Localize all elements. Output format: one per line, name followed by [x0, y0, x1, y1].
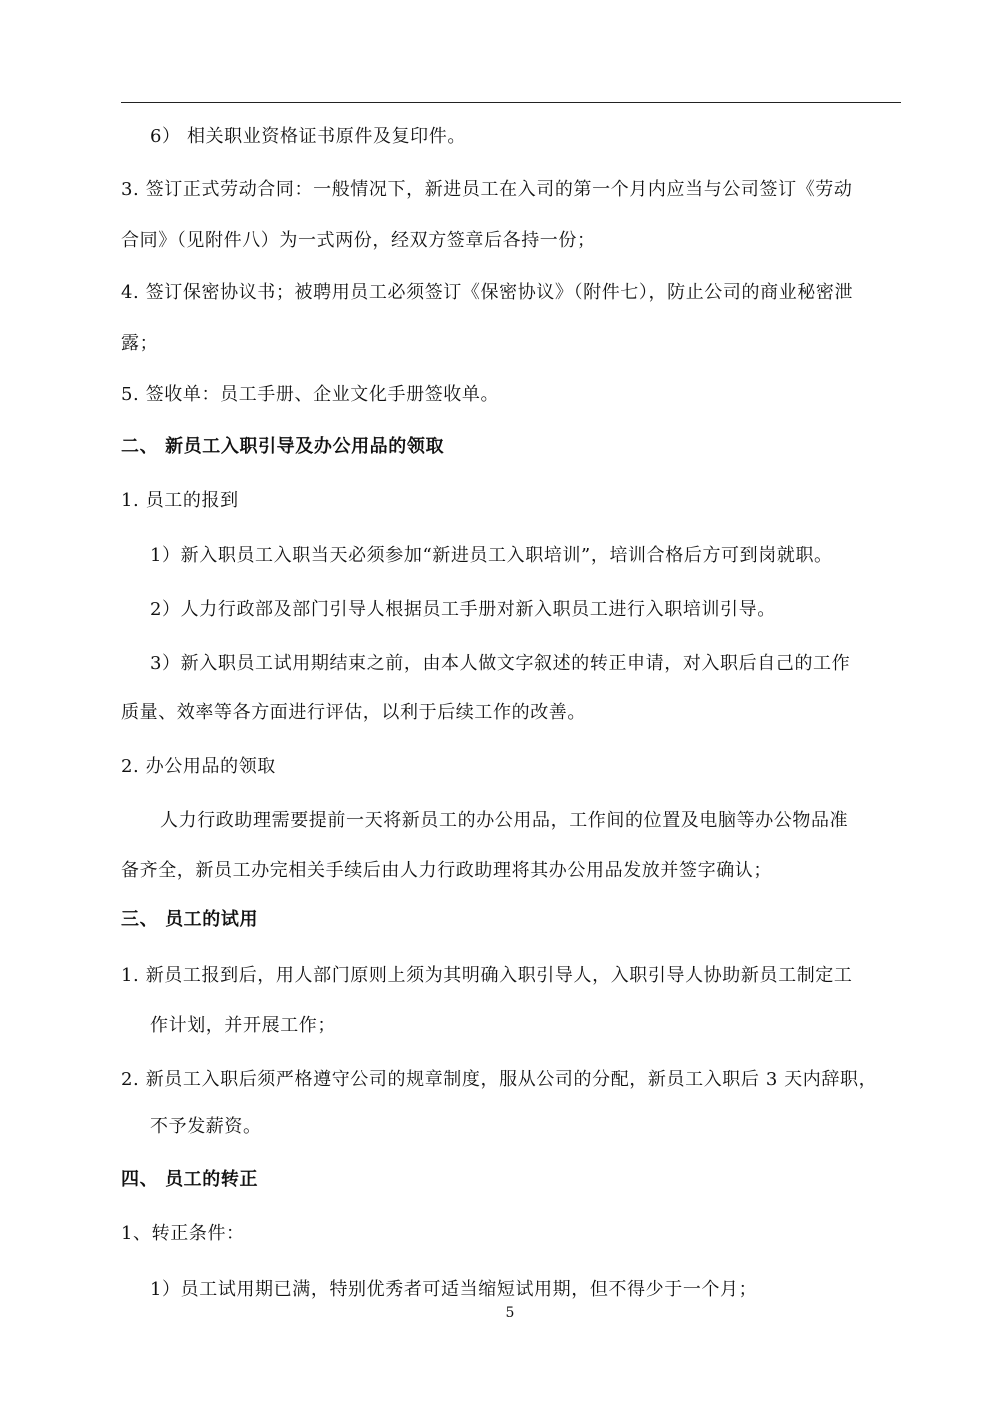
paragraph-line: 2）人力行政部及部门引导人根据员工手册对新入职员工进行入职培训引导。	[150, 599, 776, 620]
section-heading: 二、 新员工入职引导及办公用品的领取	[121, 436, 445, 457]
paragraph-line: 备齐全，新员工办完相关手续后由人力行政助理将其办公用品发放并签字确认；	[121, 860, 772, 881]
subsection-heading: 1、转正条件：	[121, 1223, 245, 1244]
subsection-heading: 2. 办公用品的领取	[121, 756, 276, 777]
paragraph-line: 2. 新员工入职后须严格遵守公司的规章制度，服从公司的分配，新员工入职后 3 天内辞职，	[121, 1069, 878, 1090]
paragraph-line: 5. 签收单：员工手册、企业文化手册签收单。	[121, 384, 500, 405]
paragraph-line: 质量、效率等各方面进行评估，以利于后续工作的改善。	[121, 702, 586, 723]
subsection-heading: 1. 员工的报到	[121, 490, 239, 511]
paragraph-line: 1）新入职员工入职当天必须参加“新进员工入职培训”，培训合格后方可到岗就职。	[150, 545, 833, 566]
paragraph-line: 1）员工试用期已满，特别优秀者可适当缩短试用期，但不得少于一个月；	[150, 1279, 758, 1300]
paragraph-line: 露；	[121, 333, 159, 354]
paragraph-line: 作计划，并开展工作；	[150, 1015, 336, 1036]
paragraph-line: 1. 新员工报到后，用人部门原则上须为其明确入职引导人，入职引导人协助新员工制定工	[121, 965, 853, 986]
paragraph-line: 合同》（见附件八）为一式两份，经双方签章后各持一份；	[121, 230, 596, 251]
paragraph-line: 3）新入职员工试用期结束之前，由本人做文字叙述的转正申请，对入职后自己的工作	[150, 653, 851, 674]
page-number: 5	[505, 1305, 515, 1321]
paragraph-line: 不予发薪资。	[150, 1116, 262, 1137]
paragraph-line: 3. 签订正式劳动合同：一般情况下，新进员工在入司的第一个月内应当与公司签订《劳动	[121, 179, 853, 200]
paragraph-line: 4. 签订保密协议书；被聘用员工必须签订《保密协议》（附件七），防止公司的商业秘密泄	[121, 282, 854, 303]
header-rule	[121, 102, 901, 103]
section-heading: 四、 员工的转正	[121, 1169, 259, 1190]
paragraph-line: 6） 相关职业资格证书原件及复印件。	[150, 126, 466, 147]
paragraph-line: 人力行政助理需要提前一天将新员工的办公用品，工作间的位置及电脑等办公物品准	[160, 810, 849, 831]
section-heading: 三、 员工的试用	[121, 909, 259, 930]
